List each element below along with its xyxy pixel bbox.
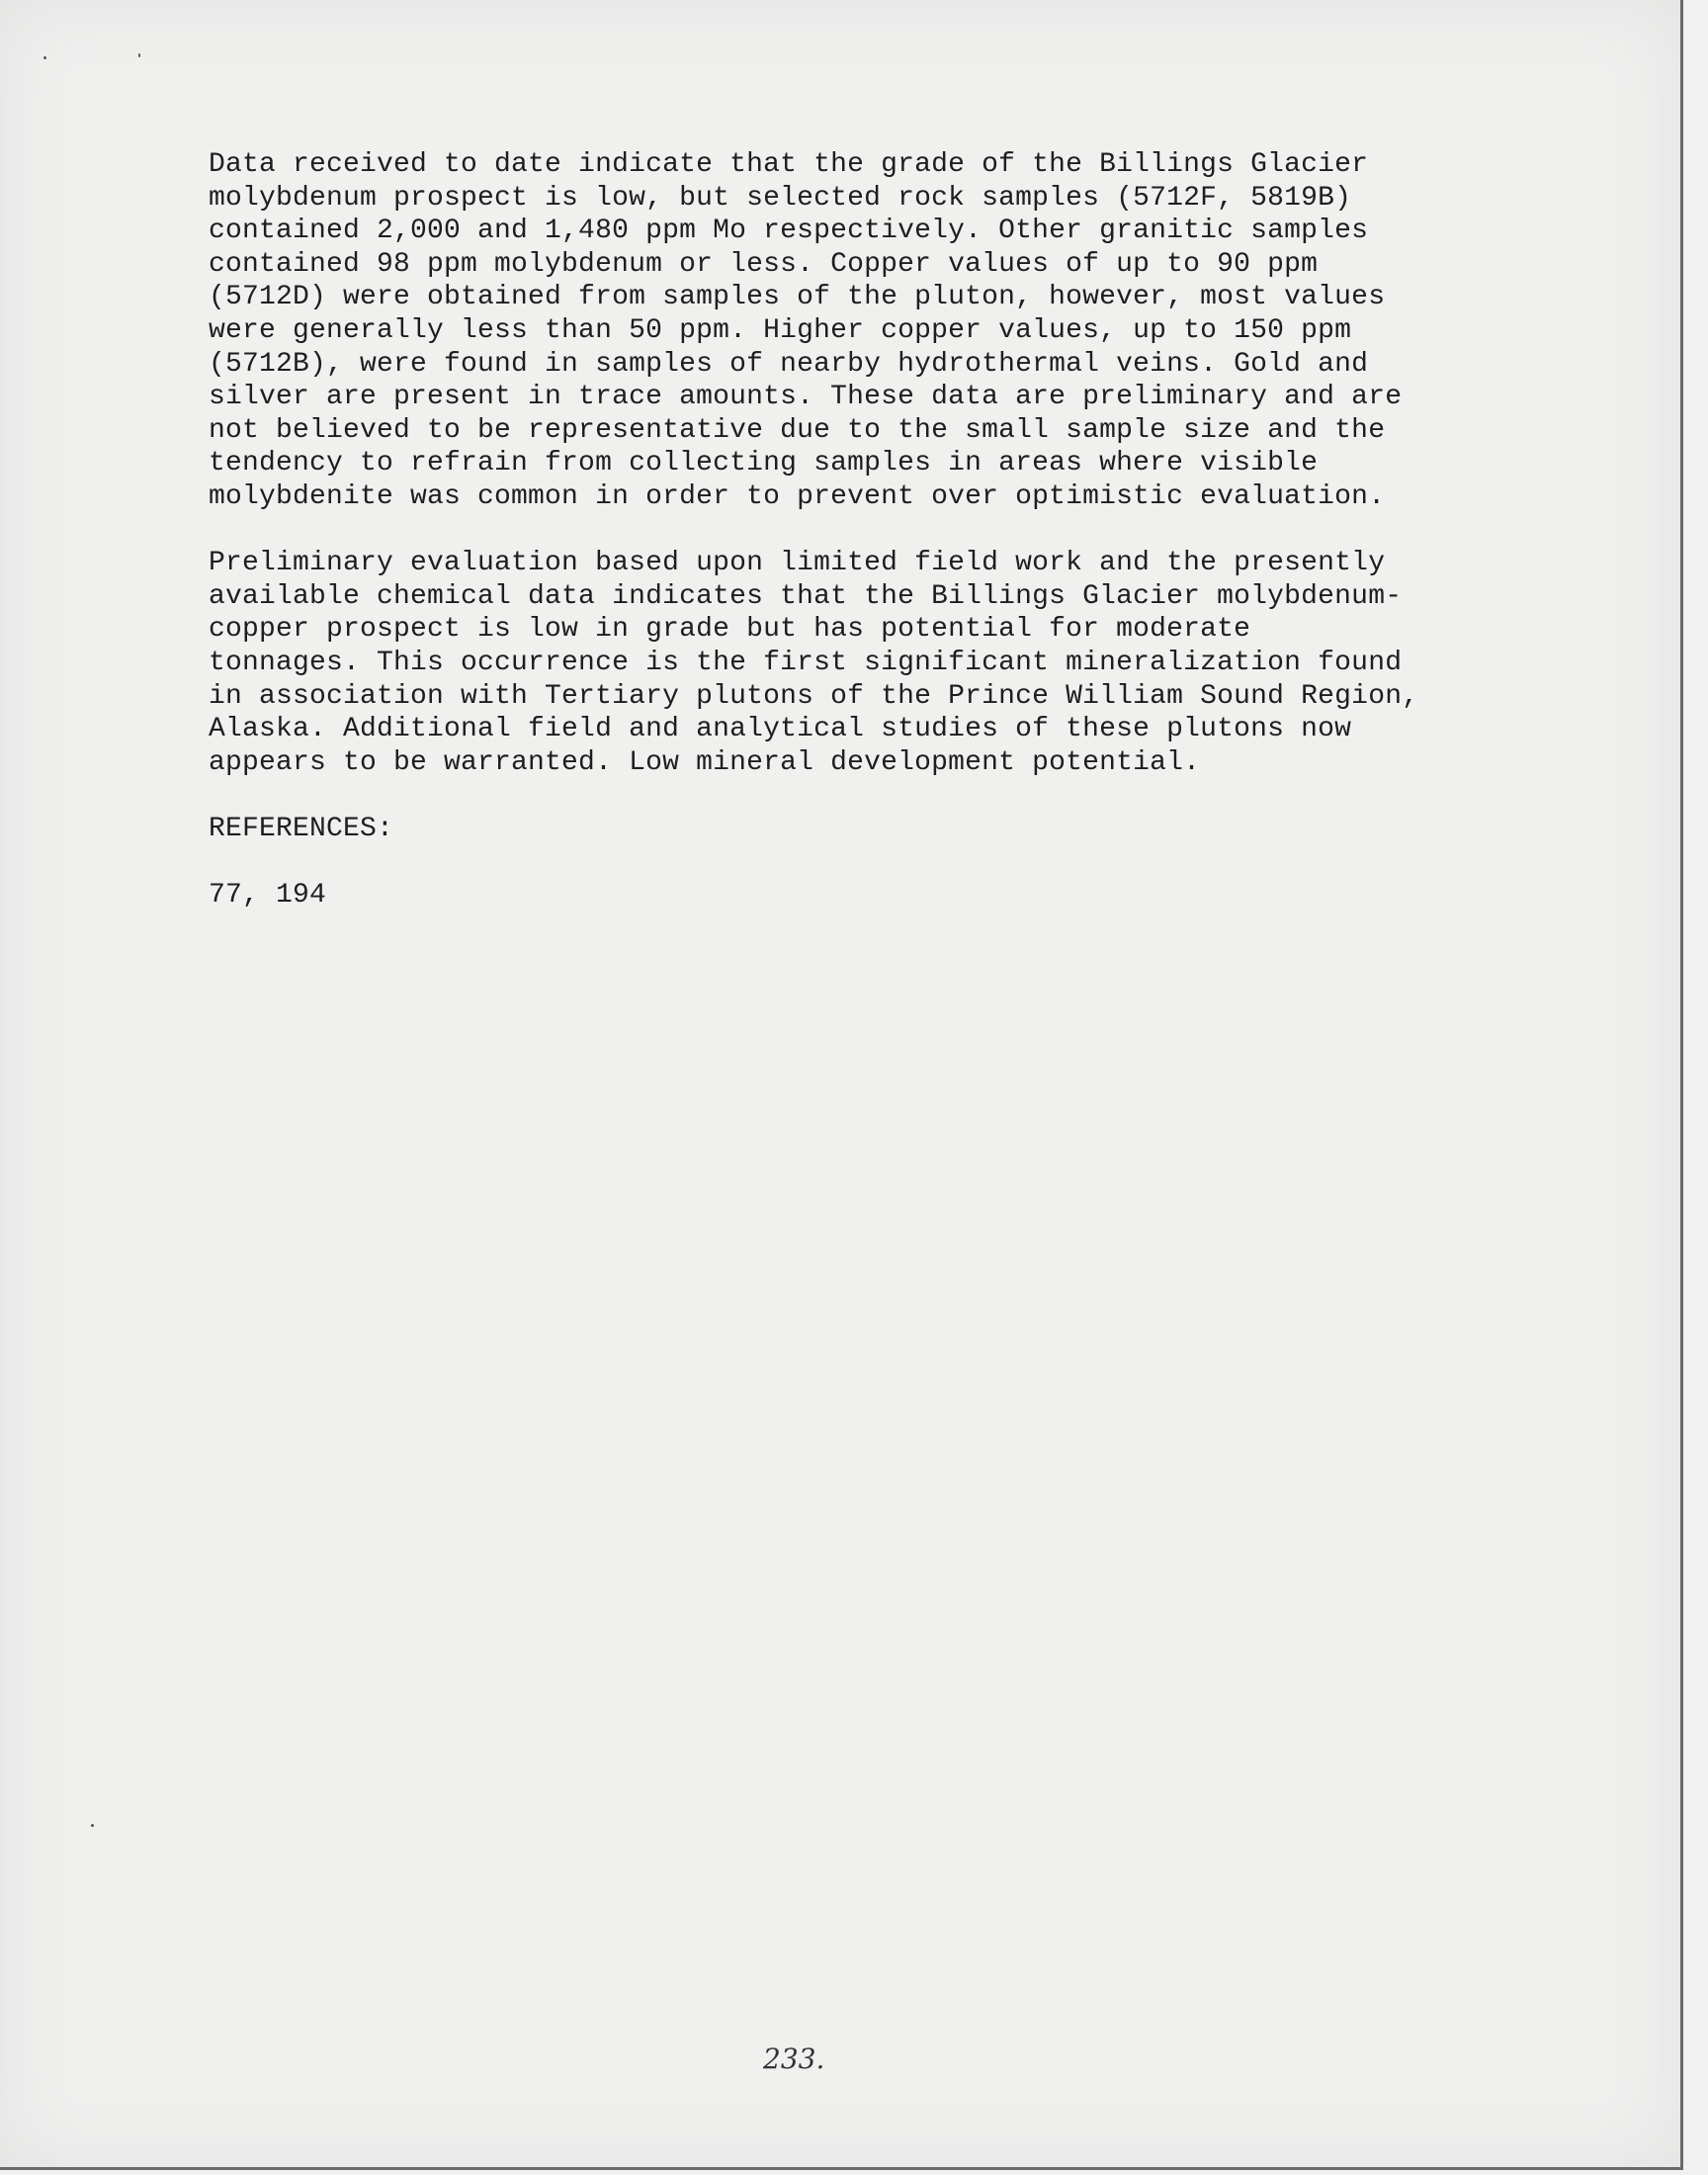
paragraph-grade-data: Data received to date indicate that the grade of the Billings Glacier molybdenum prospect is low, but selected rock samples (5712F, 5819B) contained 2,000 and 1,480 ppm Mo respectively. Other granitic samples contained 98 ppm molybdenum or less. Copper values of up to 90 ppm (5712D) were obtained from samples of the pluton, however, most values were generally less than 50 ppm. Higher copper values, up to 150 ppm (5712B), were found in samples of nearby hydrothermal veins. Gold and silver are present in trace amounts. These data are preliminary and are not believed to be representative due to the small sample size and the tendency to refrain from collecting samples in areas where visible molybdenite was common in order to prevent over optimistic evaluation. <box>209 149 1403 512</box>
scan-speck <box>91 1824 94 1827</box>
document-body <box>209 148 1503 913</box>
references-heading: REFERENCES: <box>209 813 394 844</box>
scan-speck <box>138 53 140 57</box>
paragraph-preliminary-evaluation: Preliminary evaluation based upon limited field work and the presently available chemical data indicates that the Billings Glacier molybdenum- copper prospect is low in grade but has potential for moderate tonnages. This occurrence is the first significant mineralization found in association with Tertiary plutons of the Prince William Sound Region, Alaska. Additional field and analytical studies of these plutons now appears to be warranted. Low mineral development potential. <box>209 548 1419 778</box>
references-list: 77, 194 <box>209 880 327 912</box>
page-number: 233. <box>763 2043 825 2075</box>
scan-speck <box>43 56 46 59</box>
